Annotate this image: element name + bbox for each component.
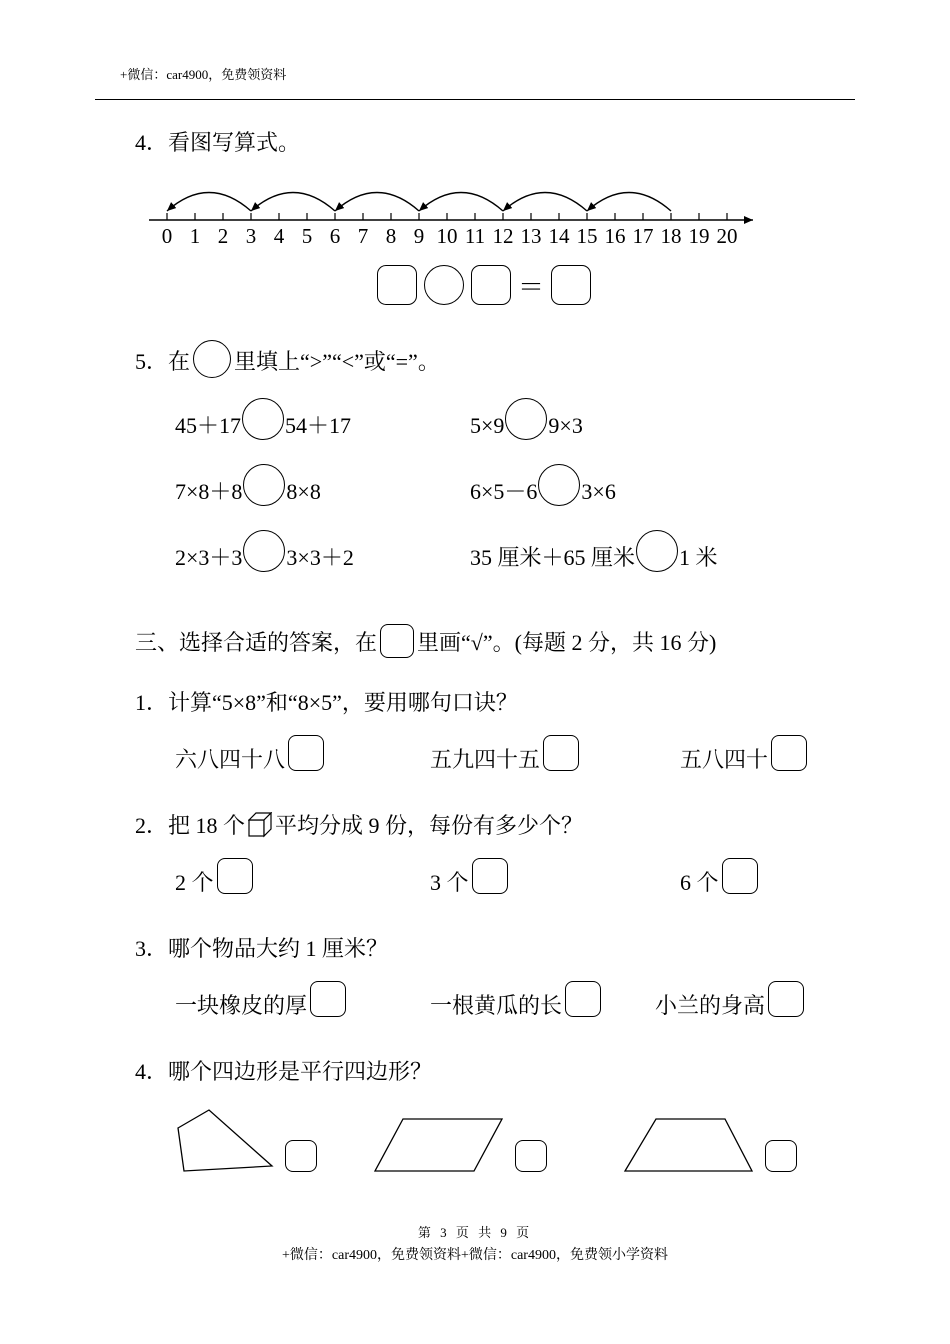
worksheet-content	[135, 128, 835, 1178]
svg-text:20: 20	[716, 224, 738, 248]
s3q1-title: 1．计算“5×8”和“8×5”，要用哪句口诀？	[135, 690, 518, 715]
expression-left: 2×3＋3	[175, 545, 243, 570]
svg-text:13: 13	[520, 224, 542, 248]
comparison-circle[interactable]	[243, 530, 285, 572]
option-label: 小兰的身高	[655, 993, 766, 1018]
s3q3-options	[135, 973, 835, 1027]
answer-box[interactable]	[768, 981, 804, 1017]
comparison-circle[interactable]	[538, 464, 580, 506]
option	[680, 735, 807, 774]
expression-right: 8×8	[286, 479, 321, 504]
comparison-item	[175, 398, 351, 440]
svg-text:3: 3	[245, 224, 257, 248]
comparison-item	[470, 398, 583, 440]
comparison-item	[470, 530, 718, 572]
s3q4-shapes	[135, 1100, 835, 1178]
option-label: 五九四十五	[430, 747, 541, 772]
s3q2-title-suffix: 平均分成 9 份，每份有多少个？	[275, 813, 584, 838]
trapezoid-icon	[623, 1116, 755, 1174]
comparison-item	[175, 464, 321, 506]
expression-right: 54＋17	[285, 413, 352, 438]
comparison-circle[interactable]	[505, 398, 547, 440]
page-indicator: 第 3 页 共 9 页	[417, 1225, 533, 1240]
expression-left: 5×9	[470, 413, 505, 438]
option	[430, 981, 601, 1020]
option-label: 2 个	[175, 870, 214, 895]
answer-box[interactable]	[515, 1140, 547, 1172]
answer-box[interactable]	[217, 858, 253, 894]
number-line	[141, 172, 835, 252]
q5-sample-circle	[193, 340, 231, 378]
comparison-item	[175, 530, 354, 572]
shape-option	[175, 1108, 317, 1174]
answer-box[interactable]	[285, 1140, 317, 1172]
equation-operand-box-2[interactable]	[471, 265, 511, 305]
svg-text:2: 2	[217, 224, 229, 248]
s3q3-title: 3．哪个物品大约 1 厘米？	[135, 936, 389, 961]
svg-text:15: 15	[576, 224, 598, 248]
svg-text:1: 1	[189, 224, 201, 248]
option-label: 一根黄瓜的长	[430, 993, 563, 1018]
comparison-circle[interactable]	[243, 464, 285, 506]
s3q1-options	[135, 727, 835, 781]
q5-title-prefix: 5．在	[135, 349, 191, 374]
svg-text:9: 9	[413, 224, 425, 248]
expression-left: 7×8＋8	[175, 479, 243, 504]
equation-row	[377, 264, 835, 306]
shape-option	[373, 1116, 547, 1174]
top-watermark: +微信：car4900，免费领资料	[120, 67, 287, 82]
option-label: 3 个	[430, 870, 469, 895]
option	[655, 981, 804, 1020]
comparison-item	[470, 464, 616, 506]
answer-box[interactable]	[722, 858, 758, 894]
option	[175, 735, 324, 774]
equation-operand-box-1[interactable]	[377, 265, 417, 305]
svg-text:11: 11	[464, 224, 486, 248]
section3-sample-box	[380, 624, 414, 658]
option	[430, 735, 579, 774]
svg-text:12: 12	[492, 224, 514, 248]
equals-sign: ＝	[518, 272, 545, 302]
option	[430, 858, 508, 897]
option-label: 六八四十八	[175, 747, 286, 772]
expression-right: 3×6	[581, 479, 616, 504]
answer-box[interactable]	[565, 981, 601, 1017]
comparison-row	[135, 398, 835, 444]
svg-text:7: 7	[357, 224, 369, 248]
q5-title	[135, 340, 835, 378]
irregular-quadrilateral-icon	[175, 1108, 275, 1174]
answer-box[interactable]	[771, 735, 807, 771]
section3-title	[135, 624, 835, 658]
svg-text:10: 10	[436, 224, 458, 248]
option-label: 五八四十	[680, 747, 769, 772]
s3q2-title	[135, 809, 835, 840]
section3-title-prefix: 三、选择合适的答案，在	[135, 630, 378, 655]
answer-box[interactable]	[310, 981, 346, 1017]
svg-text:17: 17	[632, 224, 654, 248]
option	[680, 858, 758, 897]
option	[175, 858, 253, 897]
comparison-row	[135, 464, 835, 510]
parallelogram-icon	[373, 1116, 505, 1174]
q4-title: 4．看图写算式。	[135, 130, 301, 155]
q5-comparisons	[135, 398, 835, 576]
svg-text:4: 4	[273, 224, 285, 248]
svg-text:8: 8	[385, 224, 397, 248]
expression-left: 6×5－6	[470, 479, 538, 504]
svg-text:5: 5	[301, 224, 313, 248]
bottom-watermark: +微信：car4900，免费领资料+微信：car4900，免费领小学资料	[282, 1248, 668, 1263]
svg-text:14: 14	[548, 224, 570, 248]
option-label: 6 个	[680, 870, 719, 895]
header-rule	[95, 99, 855, 100]
comparison-row	[135, 530, 835, 576]
equation-operator-circle[interactable]	[424, 265, 464, 305]
option	[175, 981, 346, 1020]
answer-box[interactable]	[472, 858, 508, 894]
comparison-circle[interactable]	[636, 530, 678, 572]
shape-option	[623, 1116, 797, 1174]
expression-left: 45＋17	[175, 413, 242, 438]
expression-left: 35 厘米＋65 厘米	[470, 545, 636, 570]
svg-text:18: 18	[660, 224, 682, 248]
expression-right: 9×3	[548, 413, 583, 438]
answer-box[interactable]	[288, 735, 324, 771]
svg-text:6: 6	[329, 224, 341, 248]
answer-box[interactable]	[765, 1140, 797, 1172]
svg-text:16: 16	[604, 224, 626, 248]
expression-right: 1 米	[679, 545, 718, 570]
equation-result-box[interactable]	[551, 265, 591, 305]
expression-right: 3×3＋2	[286, 545, 354, 570]
number-line-svg	[141, 172, 781, 252]
s3q2-title-prefix: 2．把 18 个	[135, 813, 246, 838]
comparison-circle[interactable]	[242, 398, 284, 440]
cube-icon	[248, 812, 272, 838]
s3q4-title: 4．哪个四边形是平行四边形？	[135, 1059, 433, 1084]
section3-title-suffix: 里画“√”。(每题 2 分，共 16 分)	[417, 630, 717, 655]
option-label: 一块橡皮的厚	[175, 993, 308, 1018]
answer-box[interactable]	[543, 735, 579, 771]
svg-text:19: 19	[688, 224, 710, 248]
q5-title-suffix: 里填上“>”“<”或“=”。	[234, 349, 440, 374]
svg-text:0: 0	[161, 224, 173, 248]
s3q2-options	[135, 850, 835, 904]
